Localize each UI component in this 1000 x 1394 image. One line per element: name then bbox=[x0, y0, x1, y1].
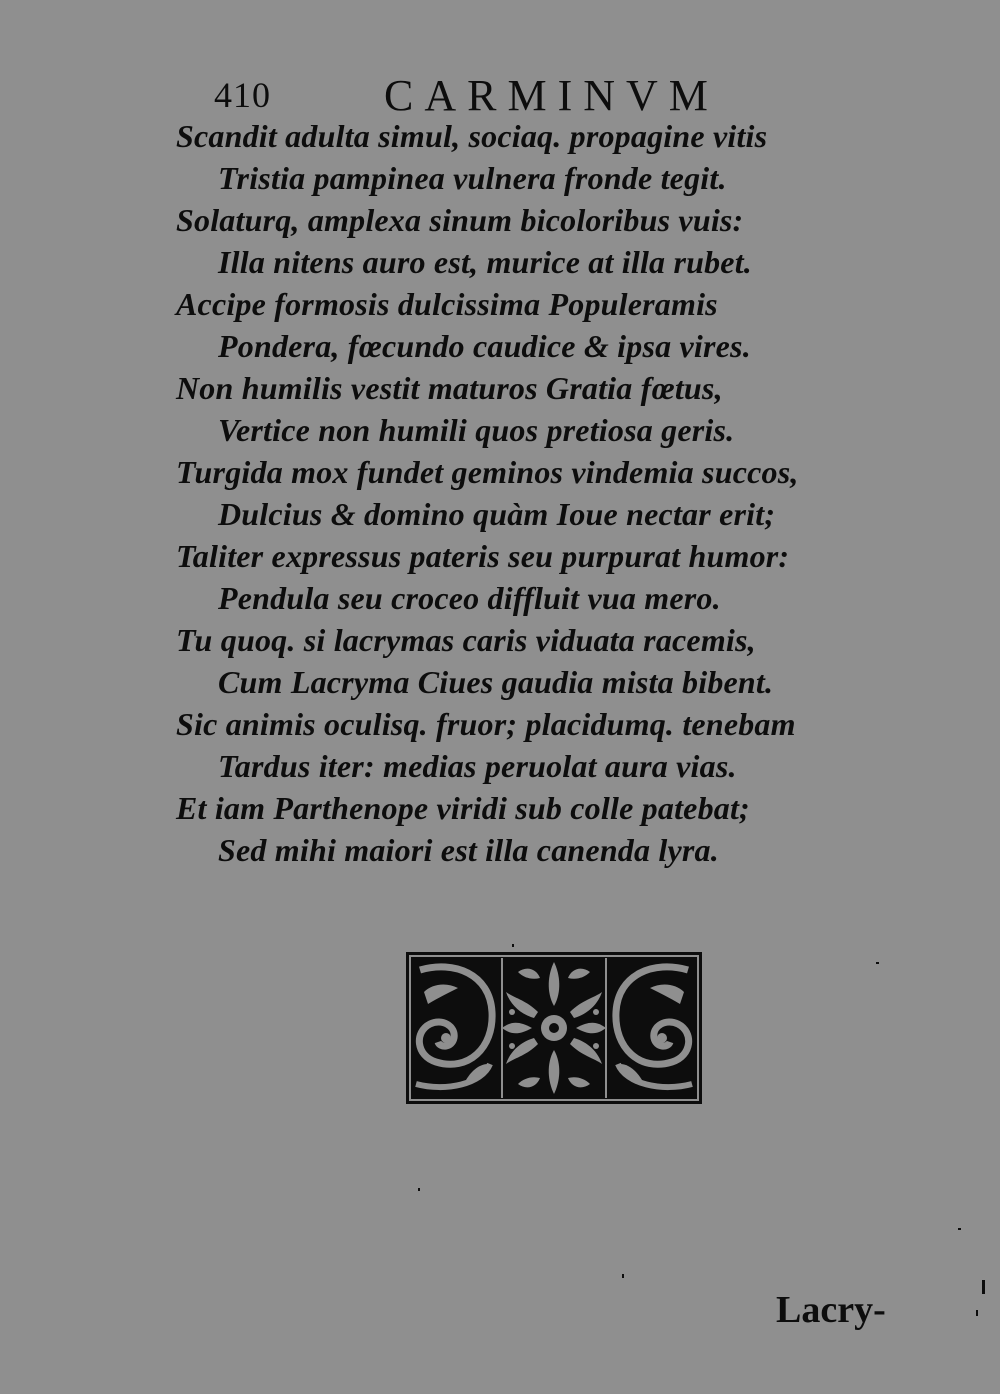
verse-line: Dulcius & domino quàm Ioue nectar erit; bbox=[218, 496, 776, 532]
verse-line: Sed mihi maiori est illa canenda lyra. bbox=[218, 832, 719, 868]
verse-line: Tardus iter: medias peruolat aura vias. bbox=[218, 748, 737, 784]
scan-speck bbox=[622, 1274, 624, 1278]
verse-line: Turgida mox fundet geminos vindemia succos, bbox=[176, 454, 799, 490]
verse-line: Non humilis vestit maturos Gratia fœtus, bbox=[176, 370, 723, 406]
verse-line: Vertice non humili quos pretiosa geris. bbox=[218, 412, 735, 448]
verse-line: Cum Lacryma Ciues gaudia mista bibent. bbox=[218, 664, 774, 700]
page-header bbox=[0, 70, 1000, 120]
verse-line: Tristia pampinea vulnera fronde tegit. bbox=[218, 160, 727, 196]
verse-line: Et iam Parthenope viridi sub colle patebat; bbox=[176, 790, 750, 826]
floral-woodcut-ornament-icon bbox=[406, 952, 702, 1104]
verse-line: Tu quoq. si lacrymas caris viduata racemis, bbox=[176, 622, 756, 658]
verse-line: Pondera, fœcundo caudice & ipsa vires. bbox=[218, 328, 751, 364]
scan-speck bbox=[512, 944, 514, 947]
scan-speck bbox=[958, 1228, 961, 1230]
verse-line: Taliter expressus pateris seu purpurat humor: bbox=[176, 538, 790, 574]
verse-line: Accipe formosis dulcissima Populeramis bbox=[176, 286, 718, 322]
scan-speck bbox=[418, 1188, 420, 1191]
verse-line: Scandit adulta simul, sociaq. propagine vitis bbox=[176, 118, 768, 154]
verse-line: Illa nitens auro est, murice at illa rubet. bbox=[218, 244, 753, 280]
verse-line: Solaturq, amplexa sinum bicoloribus vuis: bbox=[176, 202, 744, 238]
scan-speck bbox=[976, 1310, 978, 1316]
catchword: Lacry- bbox=[776, 1289, 886, 1331]
verse-line: Sic animis oculisq. fruor; placidumq. tenebam bbox=[176, 706, 796, 742]
page-number: 410 bbox=[214, 75, 271, 115]
scan-speck bbox=[982, 1280, 985, 1294]
running-title: CARMINVM bbox=[384, 71, 719, 120]
scan-speck bbox=[876, 962, 879, 964]
verse-line: Pendula seu croceo diffluit vua mero. bbox=[218, 580, 721, 616]
